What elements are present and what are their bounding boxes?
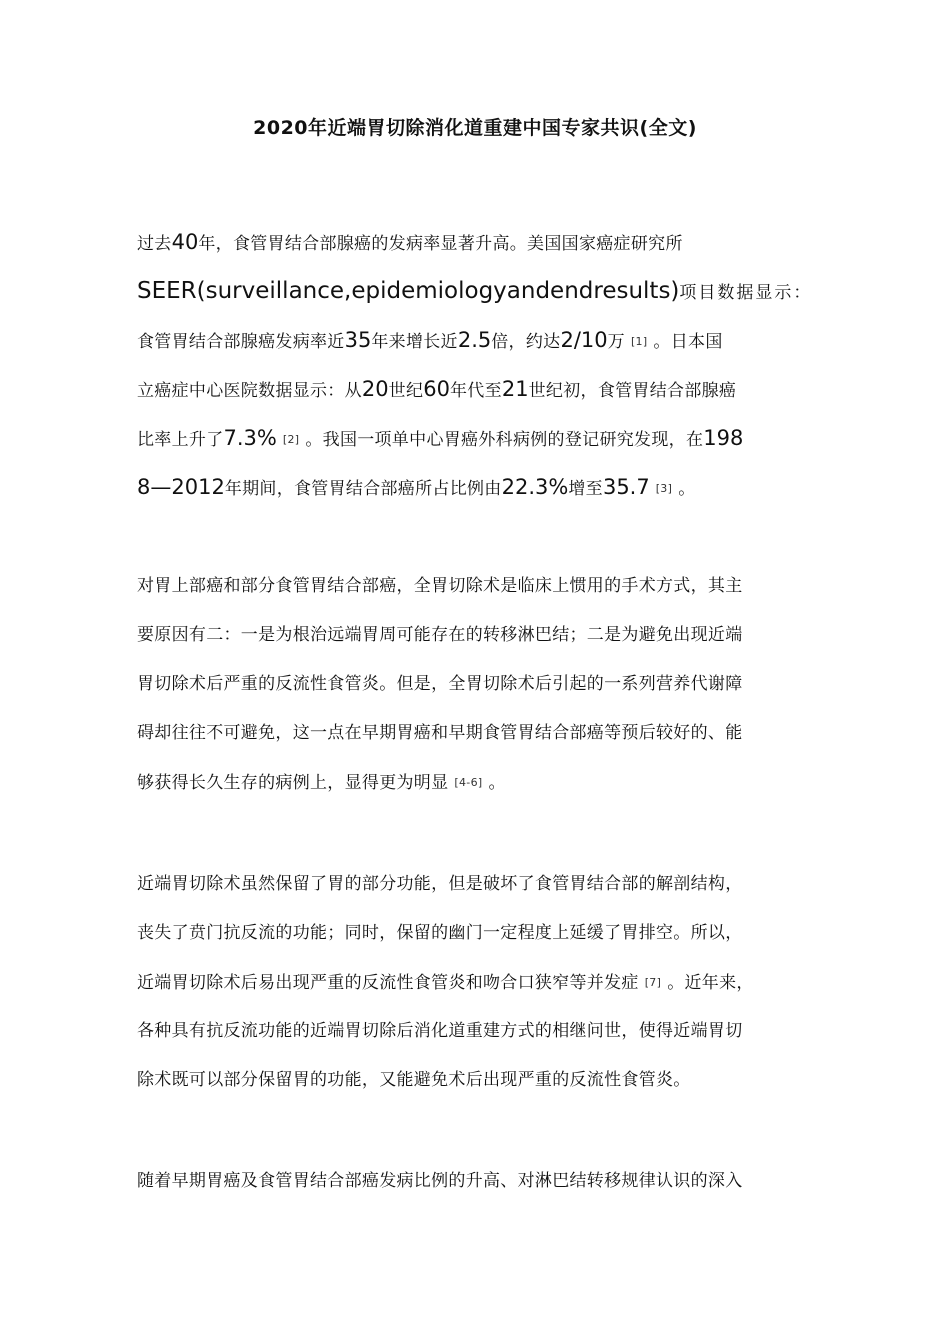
text-run: 。 [678,479,696,499]
paragraph-line: 近端胃切除术虽然保留了胃的部分功能，但是破坏了食管胃结合部的解剖结构， [137,874,743,894]
number-run: 35 [344,328,372,352]
text-run: 食管胃结合部腺癌发病率近 [137,332,345,352]
text-run: 近端胃切除术后易出现严重的反流性食管炎和吻合口狭窄等并发症 [137,973,639,993]
text-run: 。我国一项单中心胃癌外科病例的登记研究发现，在 [305,430,704,450]
paragraph-line: 要原因有二：一是为根治远端胃周可能存在的转移淋巴结；二是为避免出现近端 [137,625,743,645]
number-run: 8—2012 [137,475,225,499]
number-run: 7.3% [223,426,277,450]
text-run: 年期间，食管胃结合部癌所占比例由 [224,479,502,499]
text-run: 年来增长近 [371,332,458,352]
number-run: 20 [361,377,389,401]
number-run: 60 [423,377,450,401]
text-run: 万 [607,332,625,352]
text-run: 增至 [568,479,603,499]
paragraph-line: 碍却往往不可避免，这一点在早期胃癌和早期食管胃结合部癌等预后较好的、能 [137,723,743,743]
paragraph-1 [137,218,827,512]
paragraph-line [137,958,827,1007]
paragraph-line: 胃切除术后严重的反流性食管炎。但是，全胃切除术后引起的一系列营养代谢障 [137,674,743,694]
text-run: 立癌症中心医院数据显示：从 [137,381,362,401]
citation-ref: [7] [644,976,662,989]
text-run: 世纪 [388,381,424,401]
paragraph-line [137,463,827,512]
citation-ref: [4-6] [454,776,483,789]
text-run: 比率上升了 [137,430,224,450]
paragraph-line [137,758,827,807]
paragraph-line [137,316,827,365]
number-run: 21 [501,377,529,401]
paragraph-3 [137,860,827,1105]
number-run: 198 [703,426,744,450]
english-run: SEER(surveillance,epidemiologyandendresults) [137,278,680,304]
paragraph-line [137,267,827,316]
paragraph-line [137,414,827,463]
text-run: 年，食管胃结合部腺癌的发病率显著升高。美国国家癌症研究所 [198,234,683,254]
document-title: 2020年近端胃切除消化道重建中国专家共识(全文) [253,117,697,139]
paragraph-4 [137,1157,827,1206]
citation-ref: [3] [655,482,673,495]
paragraph-line: 各种具有抗反流功能的近端胃切除后消化道重建方式的相继问世，使得近端胃切 [137,1021,743,1041]
paragraph-line [137,365,827,414]
paragraph-line: 随着早期胃癌及食管胃结合部癌发病比例的升高、对淋巴结转移规律认识的深入 [137,1171,743,1191]
text-run: 年代至 [449,381,502,401]
number-run: 2/10 [560,328,608,352]
number-run: 2.5 [457,328,492,352]
paragraph-line: 丧失了贲门抗反流的功能；同时，保留的幽门一定程度上延缓了胃排空。所以， [137,923,743,943]
text-run: 。 [488,773,506,793]
text-run: 够获得长久生存的病例上，显得更为明显 [137,773,449,793]
text-run: 倍，约达 [491,332,561,352]
citation-ref: [2] [282,433,300,446]
paragraph-line: 对胃上部癌和部分食管胃结合部癌，全胃切除术是临床上惯用的手术方式，其主 [137,576,743,596]
number-run: 22.3% [501,475,569,499]
paragraph-2 [137,562,827,807]
text-run: 。近年来， [667,973,754,993]
text-run: 。日本国 [653,332,723,352]
paragraph-line [137,218,827,267]
number-run: 35.7 [602,475,650,499]
paragraph-line: 除术既可以部分保留胃的功能，又能避免术后出现严重的反流性食管炎。 [137,1070,691,1090]
text-run: 世纪初，食管胃结合部腺癌 [528,381,737,401]
text-run: 项目数据显示： [679,283,813,303]
number-run: 40 [171,230,199,254]
text-run: 过去 [137,234,172,254]
citation-ref: [1] [630,335,648,348]
